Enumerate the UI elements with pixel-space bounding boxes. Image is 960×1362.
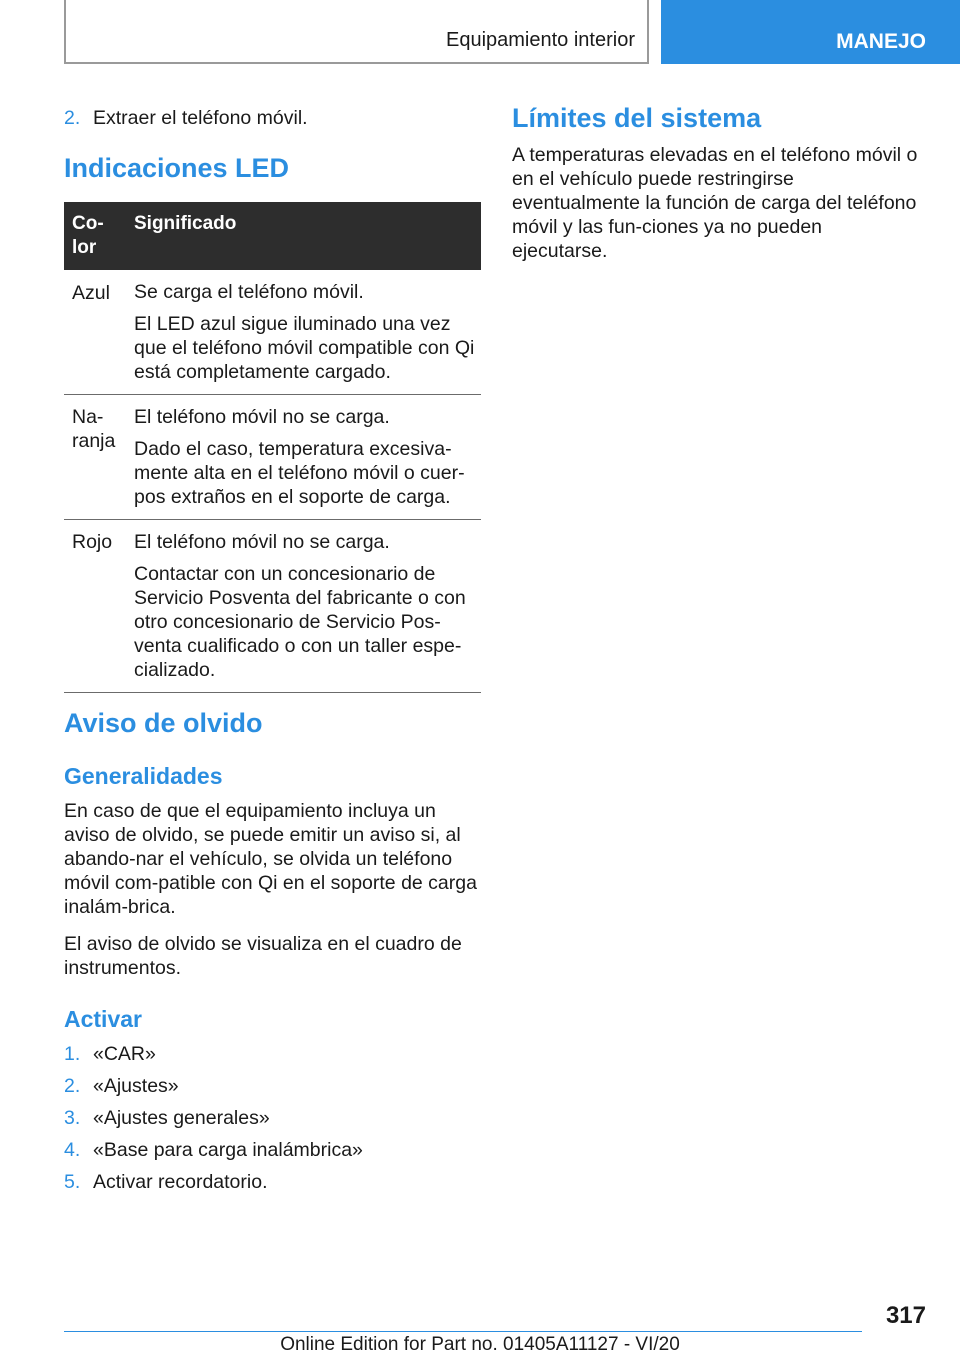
step-number: 5. [64,1171,81,1193]
header-section-title: Equipamiento interior [446,29,635,51]
row-meaning-line: Dado el caso, temperatura excesiva-mente alta en el teléfono móvil o cuer-pos extraños en el soporte de carga. [134,438,465,508]
footer-divider [64,1331,862,1332]
limites-paragraph: A temperaturas elevadas en el teléfono móvil o en el vehículo puede restringirse eventualmente la función de carga del teléfono móvil y las fun-ciones ya no pueden ejecutarse. [512,144,918,262]
activar-title: Activar [64,1006,142,1032]
step-number: 4. [64,1139,81,1161]
led-section-title: Indicaciones LED [64,153,290,183]
row-meaning-line: Contactar con un concesionario de Servicio Posventa del fabricante o con otro concesionario de Servicio Pos-venta cualificado o con un taller espe-cializado. [134,563,466,681]
generalidades-title: Generalidades [64,763,223,789]
step-number: 2. [64,1075,81,1097]
step-number: 2. [64,107,81,129]
step-text: «Ajustes generales» [93,1107,270,1129]
col-header-color: Co- lor [64,202,126,270]
row-color: Azul [64,270,126,395]
table-row [64,395,481,520]
page-number: 317 [885,1302,926,1329]
step-text: «CAR» [93,1043,156,1065]
limites-section-title: Límites del sistema [512,103,762,133]
generalidades-paragraph-2: El aviso de olvido se visualiza en el cuadro de instrumentos. [64,933,462,979]
step-text: «Base para carga inalámbrica» [93,1139,363,1161]
aviso-section-title: Aviso de olvido [64,708,263,738]
step-text: Activar recordatorio. [93,1171,268,1193]
generalidades-paragraph-1: En caso de que el equipamiento incluya un aviso de olvido, se puede emitir un aviso si, al abando-nar el vehículo, se olvida un teléfono móvil com-patible con Qi en el soporte de carga inalám-brica. [64,800,477,918]
step-number: 3. [64,1107,81,1129]
table-row [64,520,481,693]
led-table [64,202,481,693]
row-color: Na- ranja [64,395,126,520]
row-color: Rojo [64,520,126,693]
edition-info: Online Edition for Part no. 01405A11127 - VI/20 [280,1334,680,1355]
row-meaning-line: Se carga el teléfono móvil. [134,281,364,303]
table-row [64,270,481,395]
row-meaning-line: El LED azul sigue iluminado una vez que el teléfono móvil compatible con Qi está completamente cargado. [134,313,475,383]
row-meaning [126,270,481,395]
header-chapter-tab: MANEJO [661,0,960,64]
col-header-meaning: Significado [126,202,481,270]
step-text: «Ajustes» [93,1075,179,1097]
row-meaning-line: El teléfono móvil no se carga. [134,406,390,428]
step-number: 1. [64,1043,81,1065]
row-meaning [126,520,481,693]
step-text: Extraer el teléfono móvil. [93,107,308,129]
row-meaning [126,395,481,520]
row-meaning-line: El teléfono móvil no se carga. [134,531,390,553]
